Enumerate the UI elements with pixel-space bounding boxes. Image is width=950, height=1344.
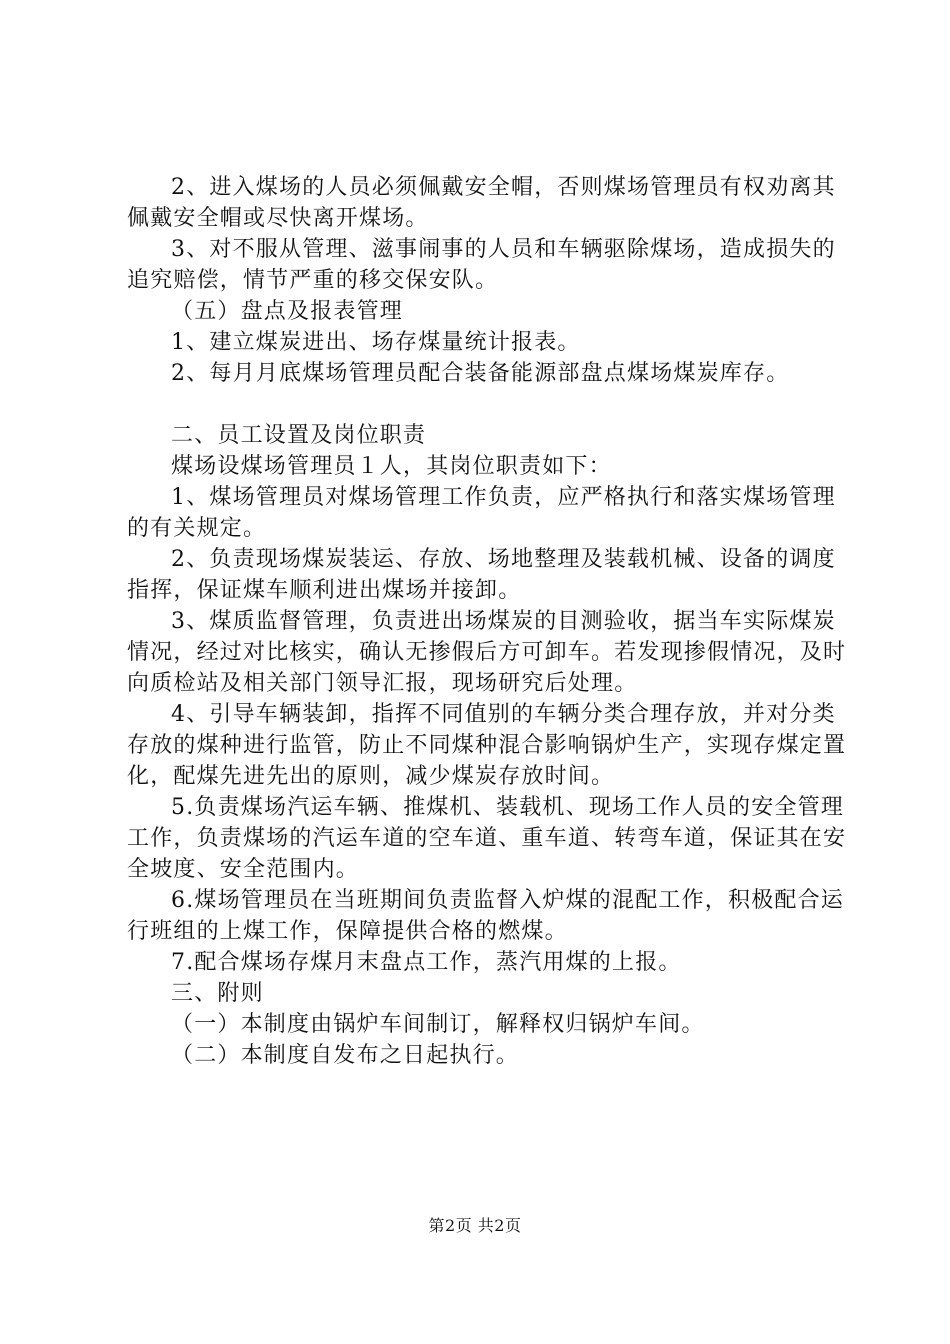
duty-item-2: 2、负责现场煤炭装运、存放、场地整理及装载机械、设备的调度指挥，保证煤车顺利进出煤场并接卸。 [127, 547, 836, 603]
page-footer: 第2页 共2页 [428, 1216, 522, 1235]
duty-item-1: 1、煤场管理员对煤场管理工作负责，应严格执行和落实煤场管理的有关规定。 [127, 485, 836, 541]
section-heading-inventory: （五）盘点及报表管理 [171, 299, 404, 324]
paragraph-staff-intro: 煤场设煤场管理员１人，其岗位职责如下： [171, 454, 612, 479]
duty-item-7: 7.配合煤场存煤月末盘点工作，蒸汽用煤的上报。 [171, 950, 682, 975]
appendix-item-1: （一）本制度由锅炉车间制订，解释权归锅炉车间。 [171, 1012, 705, 1037]
duty-item-4: 4、引导车辆装卸，指挥不同值别的车辆分类合理存放，并对分类存放的煤种进行监管，防止不同煤种混合影响锅炉生产，实现存煤定置化，配煤先进先出的原则，减少煤炭存放时间。 [127, 702, 847, 789]
paragraph-statistics-report: 1、建立煤炭进出、场存煤量统计报表。 [171, 330, 581, 355]
duty-item-5: 5.负责煤场汽运车辆、推煤机、装载机、现场工作人员的安全管理工作，负责煤场的汽运车道的空车道、重车道、转弯车道，保证其在安全坡度、安全范围内。 [127, 795, 847, 882]
paragraph-monthly-inventory: 2、每月月底煤场管理员配合装备能源部盘点煤场煤炭库存。 [171, 361, 790, 386]
paragraph-safety-helmet: 2、进入煤场的人员必须佩戴安全帽，否则煤场管理员有权劝离其佩戴安全帽或尽快离开煤场。 [127, 175, 836, 231]
duty-item-6: 6.煤场管理员在当班期间负责监督入炉煤的混配工作，积极配合运行班组的上煤工作，保障提供合格的燃煤。 [127, 888, 844, 944]
document-body [127, 172, 857, 1071]
paragraph-spacer [127, 389, 857, 420]
paragraph-disorder-expulsion: 3、对不服从管理、滋事闹事的人员和车辆驱除煤场，造成损失的追究赔偿，情节严重的移交保安队。 [127, 237, 836, 293]
duty-item-3: 3、煤质监督管理，负责进出场煤炭的目测验收，据当车实际煤炭情况，经过对比核实，确认无掺假后方可卸车。若发现掺假情况，及时向质检站及相关部门领导汇报，现场研究后处理。 [127, 609, 847, 696]
appendix-item-2: （二）本制度自发布之日起执行。 [171, 1043, 520, 1068]
section-heading-appendix: 三、附则 [171, 981, 264, 1006]
section-heading-staff: 二、员工设置及岗位职责 [171, 423, 427, 448]
